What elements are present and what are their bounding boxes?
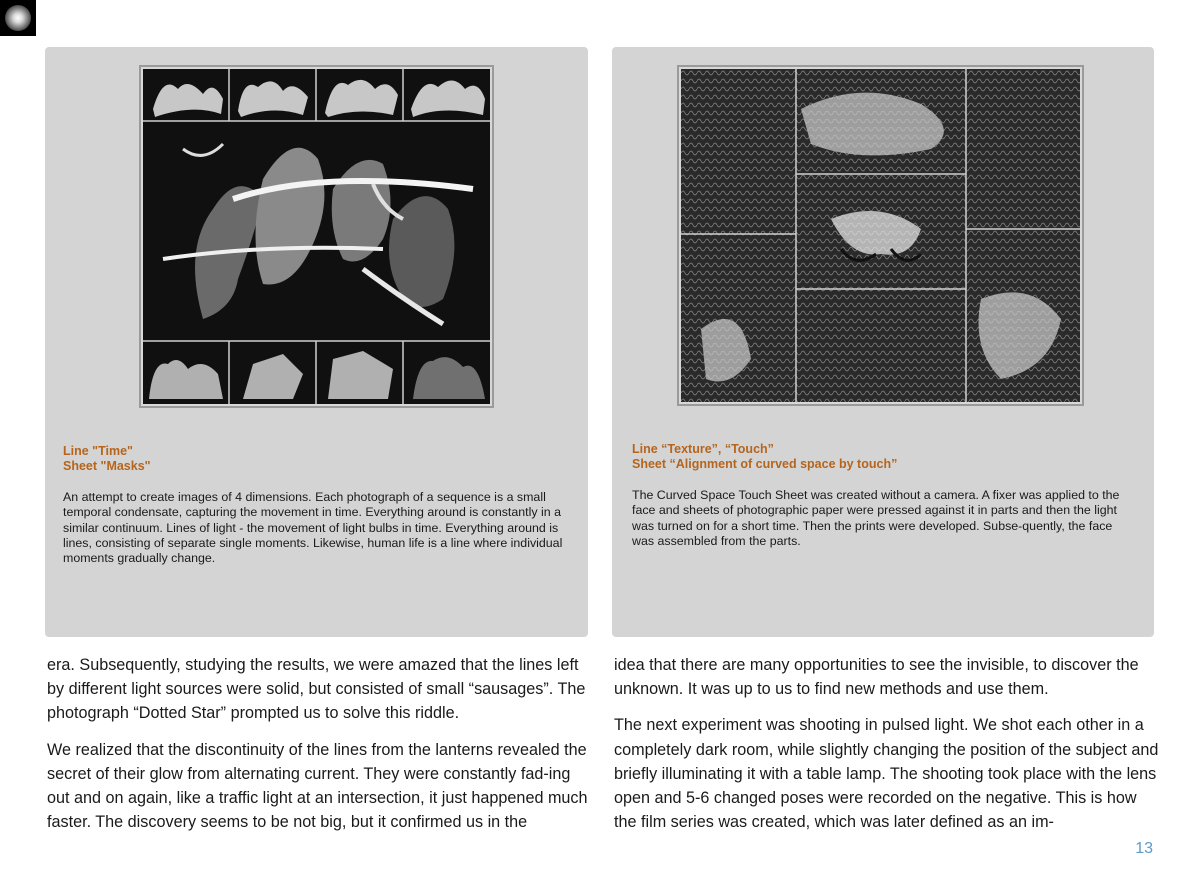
caption-description: An attempt to create images of 4 dimensions. Each photograph of a sequence is a small temporal condensate, capturing the movement in time. Everything around is constantly in a similar continuum. Lines of light - the movement of light bulbs in time. Everything around is lines, consisting of separate single moments. Likewise, human life is a line where individual moments gradually change. xyxy=(63,490,563,566)
logo-orb xyxy=(5,5,31,31)
caption-line-title: Line "Time" xyxy=(63,444,133,458)
body-paragraph: The next experiment was shooting in pulsed light. We shot each other in a completely dark room, while slightly changing the position of the subject and briefly illuminating it with a table lamp. The shooting took place with the lens open and 5-6 changed poses were recorded on the negative. This is how the film series was created, which was later defined as an im- xyxy=(614,716,1159,832)
right-photo-panel xyxy=(612,47,1154,637)
caption-line-title: Line “Texture”, “Touch” xyxy=(632,442,774,456)
masks-photo-image xyxy=(143,69,490,404)
touch-photo-image xyxy=(681,69,1080,402)
corner-logo xyxy=(0,0,36,36)
body-text-left-column xyxy=(47,653,592,846)
caption-sheet-title: Sheet “Alignment of curved space by touch” xyxy=(632,457,898,471)
body-paragraph: We realized that the discontinuity of the lines from the lanterns revealed the secret of their glow from alternating current. They were constantly fad-ing out and on again, like a traffic light at an intersection, it just happened much faster. The discovery seems to be not big, but it confirmed us in the xyxy=(47,740,588,832)
touch-photo-sheet xyxy=(677,65,1084,406)
caption-description: The Curved Space Touch Sheet was created without a camera. A fixer was applied to the face and sheets of photographic paper were pressed against it in parts and then the light was turned on for a short time. Then the prints were developed. Subse-quently, the face was assembled from the parts. xyxy=(632,488,1120,548)
body-text-right-column xyxy=(614,653,1159,846)
body-paragraph: idea that there are many opportunities to see the invisible, to discover the unknown. It was up to us to find new methods and use them. xyxy=(614,656,1139,699)
masks-caption xyxy=(63,444,570,566)
caption-sheet-title: Sheet "Masks" xyxy=(63,459,151,473)
left-photo-panel xyxy=(45,47,588,637)
masks-photo-sheet xyxy=(139,65,494,408)
touch-caption xyxy=(632,442,1136,549)
page-number: 13 xyxy=(1135,840,1153,857)
body-paragraph: era. Subsequently, studying the results, we were amazed that the lines left by different light sources were solid, but consisted of small “sausages”. The photograph “Dotted Star” prompted us to solve this riddle. xyxy=(47,656,586,723)
